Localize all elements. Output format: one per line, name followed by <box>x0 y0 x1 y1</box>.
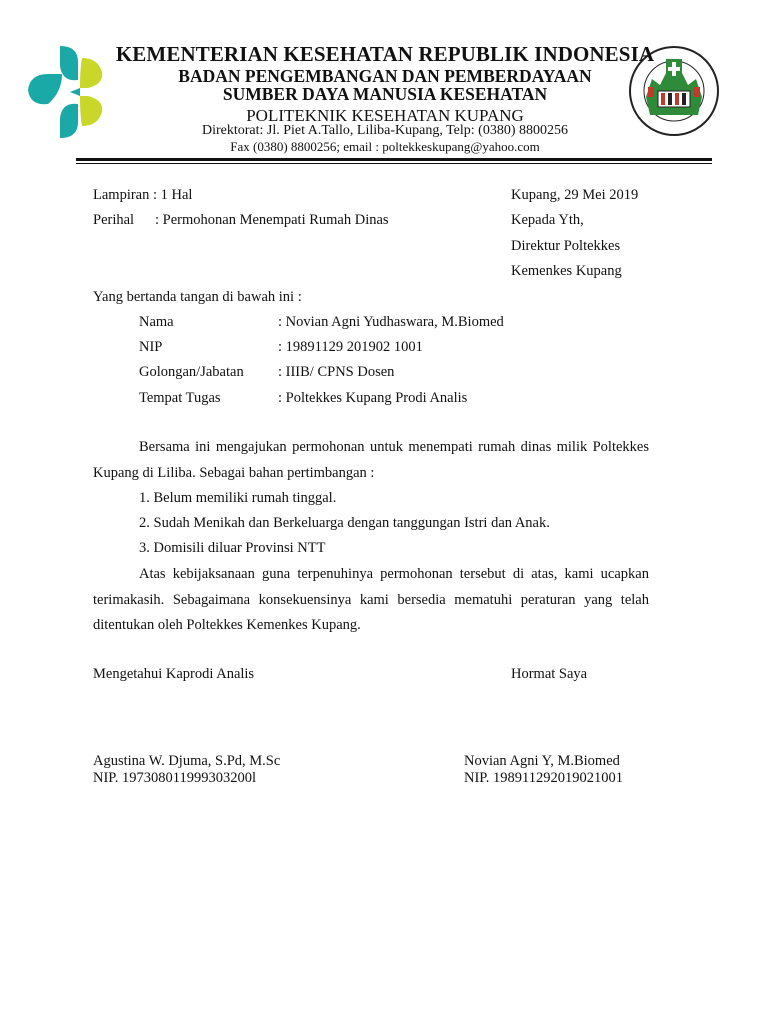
field-value: : Novian Agni Yudhaswara, M.Biomed <box>278 314 504 330</box>
field-label: Nama <box>139 314 174 330</box>
lampiran: Lampiran : 1 Hal <box>93 187 193 203</box>
left-signatory-nip: NIP. 197308011999303200l <box>93 770 256 786</box>
contact-line: Fax (0380) 8800256; email : poltekkeskupang@yahoo.com <box>230 139 540 154</box>
field-label: NIP <box>139 339 163 355</box>
agency-title-line2: SUMBER DAYA MANUSIA KESEHATAN <box>222 84 548 104</box>
recipient-line: Direktur Poltekkes <box>511 238 621 254</box>
letter-date: Kupang, 29 Mei 2019 <box>511 187 639 203</box>
reason-item: 1. Belum memiliki rumah tinggal. <box>139 490 337 506</box>
field-label: Golongan/Jabatan <box>139 364 244 380</box>
ministry-title: KEMENTERIAN KESEHATAN REPUBLIK INDONESIA <box>115 42 655 66</box>
agency-title-line1: BADAN PENGEMBANGAN DAN PEMBERDAYAAN <box>178 66 592 86</box>
left-signature-title: Mengetahui Kaprodi Analis <box>93 666 255 682</box>
right-signature-title: Hormat Saya <box>511 666 588 682</box>
closing-paragraph-text: Atas kebijaksanaan guna terpenuhinya permohonan tersebut di atas, kami ucapkan terimakasih. Sebagaimana konsekuensinya kami bersedia mematuhi peraturan yang telah ditentukan oleh Poltekkes Kemenkes Kupang. <box>93 566 649 633</box>
closing-paragraph <box>93 562 649 639</box>
address-line: Direktorat: Jl. Piet A.Tallo, Liliba-Kupang, Telp: (0380) 8800256 <box>201 123 568 138</box>
intro-text: Yang bertanda tangan di bawah ini : <box>93 289 302 305</box>
reason-item: 2. Sudah Menikah dan Berkeluarga dengan tanggungan Istri dan Anak. <box>139 515 550 531</box>
field-value: : 19891129 201902 1001 <box>278 339 423 355</box>
recipient-line: Kemenkes Kupang <box>511 263 622 279</box>
header-rule-thin <box>76 163 712 164</box>
institution-name: POLITEKNIK KESEHATAN KUPANG <box>246 106 524 125</box>
perihal-value: : Permohonan Menempati Rumah Dinas <box>155 212 389 228</box>
request-paragraph <box>93 435 649 486</box>
request-paragraph-text: Bersama ini mengajukan permohonan untuk menempati rumah dinas milik Poltekkes Kupang di Liliba. Sebagai bahan pertimbangan : <box>93 439 649 481</box>
recipient-line: Kepada Yth, <box>511 212 584 228</box>
left-signatory-name: Agustina W. Djuma, S.Pd, M.Sc <box>93 753 281 769</box>
reason-item: 3. Domisili diluar Provinsi NTT <box>139 540 326 556</box>
header-rule-thick <box>76 158 712 161</box>
field-label: Tempat Tugas <box>139 390 221 406</box>
right-signatory-nip: NIP. 198911292019021001 <box>464 770 623 786</box>
perihal-label: Perihal <box>93 212 135 228</box>
right-signatory-name: Novian Agni Y, M.Biomed <box>464 753 620 769</box>
field-value: : IIIB/ CPNS Dosen <box>278 364 395 380</box>
field-value: : Poltekkes Kupang Prodi Analis <box>278 390 468 406</box>
